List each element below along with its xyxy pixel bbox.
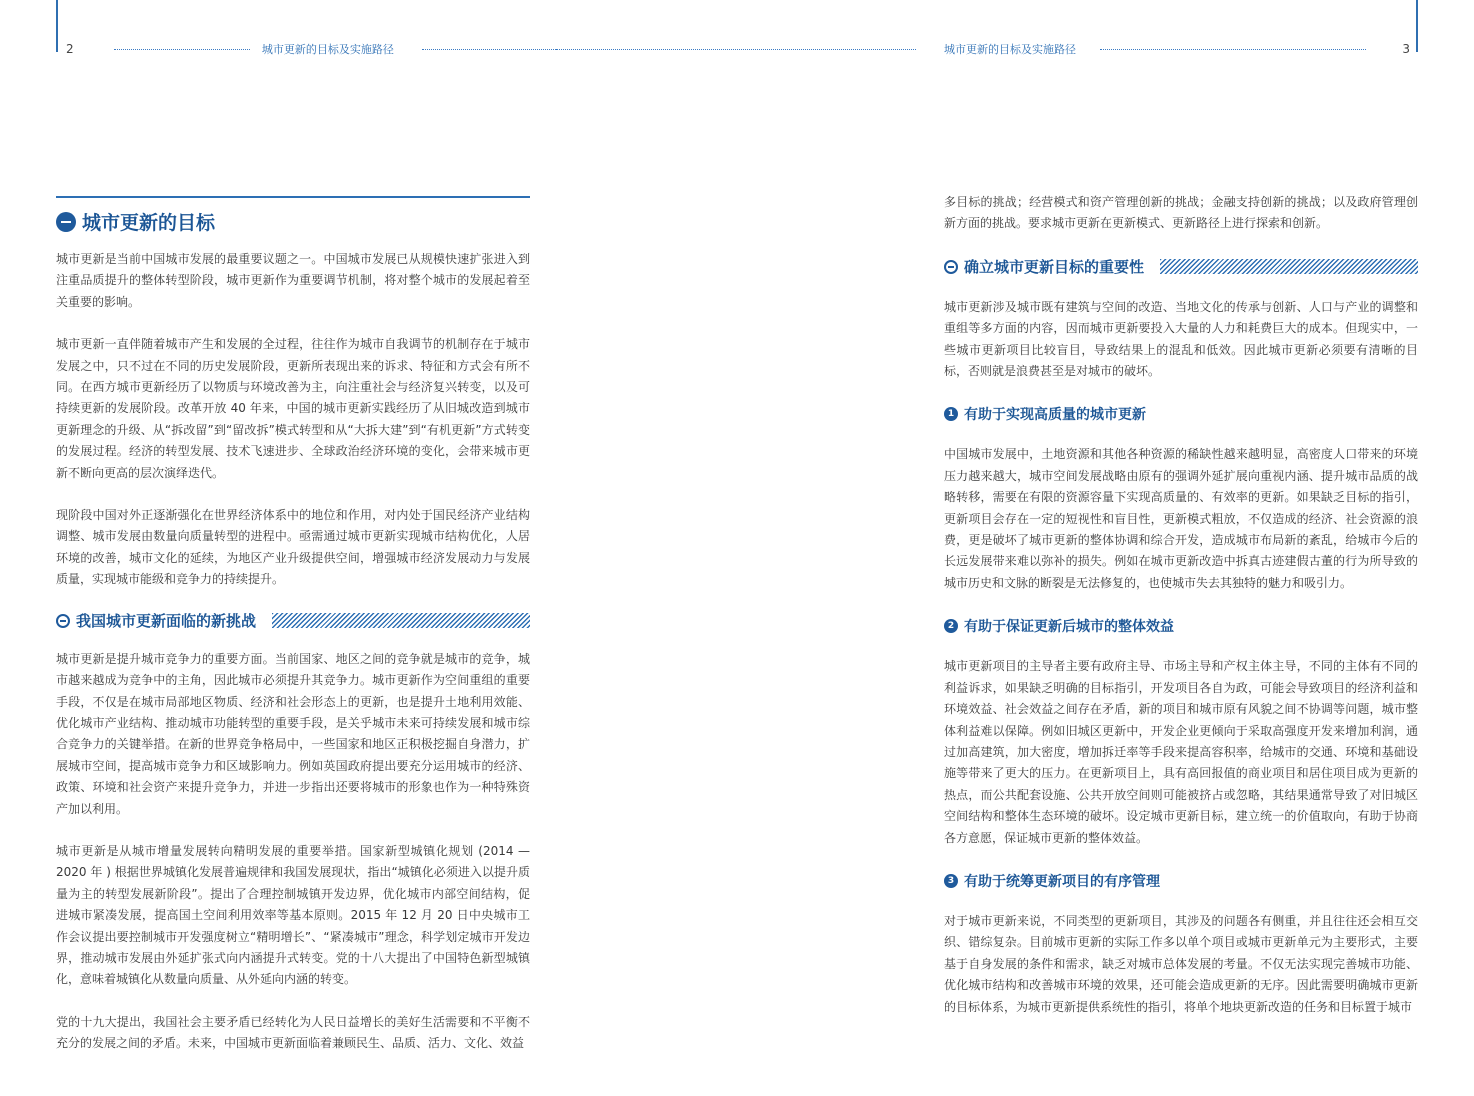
minus-circle-outline-icon — [944, 260, 958, 274]
number-badge: 1 — [944, 407, 958, 421]
body-paragraph: 对于城市更新来说，不同类型的更新项目，其涉及的问题各有侧重，并且往往还会相互交织、错综复杂。目前城市更新的实际工作多以单个项目或城市更新单元为主要形式，主要基于自身发展的条件和需求，缺乏对城市总体发展的考量。不仅无法实现完善城市功能、优化城市结构和改善城市环境的效果，还可能会造成更新的无序。因此需要明确城市更新的目标体系，为城市更新提供系统性的指引，将单个地块更新改造的任务和目标置于城市 — [944, 913, 1418, 1014]
header-dotted-line — [422, 49, 558, 50]
point-title: 有助于实现高质量的城市更新 — [964, 407, 1146, 424]
point-heading — [944, 616, 1418, 636]
body-paragraph: 城市更新是当前中国城市发展的最重要议题之一。中国城市发展已从规模快速扩张进入到注重品质提升的整体转型阶段，城市更新作为重要调节机制，将对整个城市的发展起着至关重要的影响。 — [56, 252, 530, 309]
point-title: 有助于统筹更新项目的有序管理 — [964, 873, 1160, 890]
body-paragraph: 城市更新项目的主导者主要有政府主导、市场主导和产权主体主导，不同的主体有不同的利益诉求，如果缺乏明确的目标指引，开发项目各自为政，可能会导致项目的经济利益和环境效益、社会效益之间存在矛盾，新的项目和城市原有风貌之间不协调等问题，城市整体利益难以保障。例如旧城区更新中，开发企业更倾向于采取高强度开发来增加利润，通过加高建筑，加大密度，增加拆迁率等手段来提高容积率，给城市的交通、环境和基础设施等带来了更大的压力。在更新项目上，具有高回报值的商业项目和居住项目成为更新的热点，而公共配套设施、公共开放空间则可能被挤占或忽略，其结果通常导致了对旧城区空间结构和整体生态环境的破坏。设定城市更新目标，建立统一的价值取向，有助于协商各方意愿，保证城市更新的整体效益。 — [944, 659, 1418, 845]
right-page-number: 3 — [1402, 42, 1410, 56]
body-paragraph: 城市更新是从城市增量发展转向精明发展的重要举措。国家新型城镇化规划 (2014 — 2020 年 ) 根据世界城镇化发展普遍规律和我国发展现状，指出“城镇化必须进入以提升质量为主的转型发展新阶段”。提出了合理控制城镇开发边界，优化城市内部空间结构，促进城市紧凑发展，提高国土空间利用效率等基本原则。2015 年 12 月 20 日中央城市工作会议提出要控制城市开发强度树立“精明增长”、“紧凑城市”理念，科学划定城市开发边界，推动城市发展由外延扩张式向内涵提升式转变。党的十八大提出了中国特色新型城镇化，意味着城镇化从数量向质量、从外延向内涵的转变。 — [56, 843, 530, 987]
left-running-title: 城市更新的目标及实施路径 — [261, 43, 394, 56]
header-dotted-line — [114, 49, 250, 50]
point-heading — [944, 871, 1418, 891]
left-margin-rule — [56, 0, 58, 52]
body-paragraph: 党的十九大提出，我国社会主要矛盾已经转化为人民日益增长的美好生活需要和不平衡不充分的发展之间的矛盾。未来，中国城市更新面临着兼顾民生、品质、活力、文化、效益 — [56, 1014, 530, 1051]
right-running-title: 城市更新的目标及实施路径 — [944, 43, 1076, 56]
section-heading-block — [56, 196, 530, 235]
section-heading — [56, 208, 530, 235]
subsection-title: 我国城市更新面临的新挑战 — [76, 612, 257, 631]
minus-circle-icon — [56, 212, 76, 232]
body-paragraph: 现阶段中国对外正逐渐强化在世界经济体系中的地位和作用，对内处于国民经济产业结构调整、城市发展由数量向质量转型的进程中。亟需通过城市更新实现城市结构优化，人居环境的改善，城市文化的延续，为地区产业升级提供空间，增强城市经济发展动力与发展质量，实现城市能级和竞争力的持续提升。 — [56, 508, 530, 587]
hatch-decoration — [272, 613, 530, 628]
body-paragraph: 城市更新涉及城市既有建筑与空间的改造、当地文化的传承与创新、人口与产业的调整和重组等多方面的内容，因而城市更新要投入大量的人力和耗费巨大的成本。但现实中，一些城市更新项目比较盲目，导致结果上的混乱和低效。因此城市更新必须要有清晰的目标，否则就是浪费甚至是对城市的破坏。 — [944, 299, 1418, 379]
left-page-header — [66, 42, 530, 56]
point-heading — [944, 404, 1418, 424]
number-badge: 2 — [944, 619, 958, 633]
subsection-heading — [56, 611, 530, 631]
left-column — [56, 196, 530, 1055]
body-paragraph: 城市更新一直伴随着城市产生和发展的全过程，往往作为城市自我调节的机制存在于城市发展之中，只不过在不同的历史发展阶段，更新所表现出来的诉求、特征和方式会有所不同。在西方城市更新经历了以物质与环境改善为主，向注重社会与经济复兴转变，以及可持续更新的发展阶段。改革开放 40 年来，中国的城市更新实践经历了从旧城改造到城市更新理念的升级、从“拆改留”到“留改拆”模式转型和从“大拆大建”到“有机更新”方式转变的发展过程。经济的转型发展、技术飞速进步、全球政治经济环境的变化，会带来城市更新不断向更高的层次演绎迭代。 — [56, 337, 530, 480]
body-paragraph: 中国城市发展中，土地资源和其他各种资源的稀缺性越来越明显，高密度人口带来的环境压力越来越大，城市空间发展战略由原有的强调外延扩展向重视内涵、提升城市品质的战略转移，需要在有限的资源容量下实现高质量的、有效率的更新。如果缺乏目标的指引，更新项目会存在一定的短视性和盲目性，更新模式粗放，不仅造成的经济、社会资源的浪费，更是破坏了城市更新的整体协调和综合开发，造成城市布局新的紊乱，给城市今后的长远发展带来难以弥补的损失。例如在城市更新改造中拆真古迹建假古董的行为所导致的城市历史和文脉的断裂是无法修复的，也使城市失去其独特的魅力和吸引力。 — [944, 447, 1418, 590]
body-paragraph: 城市更新是提升城市竞争力的重要方面。当前国家、地区之间的竞争就是城市的竞争，城市越来越成为竞争中的主角，因此城市必须提升其竞争力。城市更新作为空间重组的重要手段，不仅是在城市局部地区物质、经济和社会形态上的更新，也是提升土地利用效能、优化城市产业结构、推动城市功能转型的重要手段，是关乎城市未来可持续发展和城市综合竞争力的关键举措。在新的世界竞争格局中，一些国家和地区正积极挖掘自身潜力，扩展城市空间，提高城市竞争力和区域影响力。例如英国政府提出要充分运用城市的经济、政策、环境和社会资产来提升竞争力，并进一步指出还要将城市的形象也作为一种特殊资产加以利用。 — [56, 651, 530, 816]
body-paragraph: 多目标的挑战；经营模式和资产管理创新的挑战；金融支持创新的挑战；以及政府管理创新方面的挑战。要求城市更新在更新模式、更新路径上进行探索和创新。 — [944, 195, 1418, 231]
right-column — [944, 192, 1418, 1018]
number-badge: 3 — [944, 874, 958, 888]
minus-circle-outline-icon — [56, 614, 70, 628]
header-dotted-line — [1100, 49, 1366, 50]
left-page-number: 2 — [66, 42, 74, 56]
point-title: 有助于保证更新后城市的整体效益 — [964, 619, 1174, 636]
section-title: 城市更新的目标 — [82, 212, 216, 234]
right-page-header — [944, 42, 1410, 56]
header-dotted-line — [556, 49, 916, 50]
subsection-title: 确立城市更新目标的重要性 — [964, 258, 1145, 277]
subsection-heading — [944, 257, 1418, 277]
hatch-decoration — [1160, 259, 1418, 274]
right-margin-rule — [1416, 0, 1418, 52]
